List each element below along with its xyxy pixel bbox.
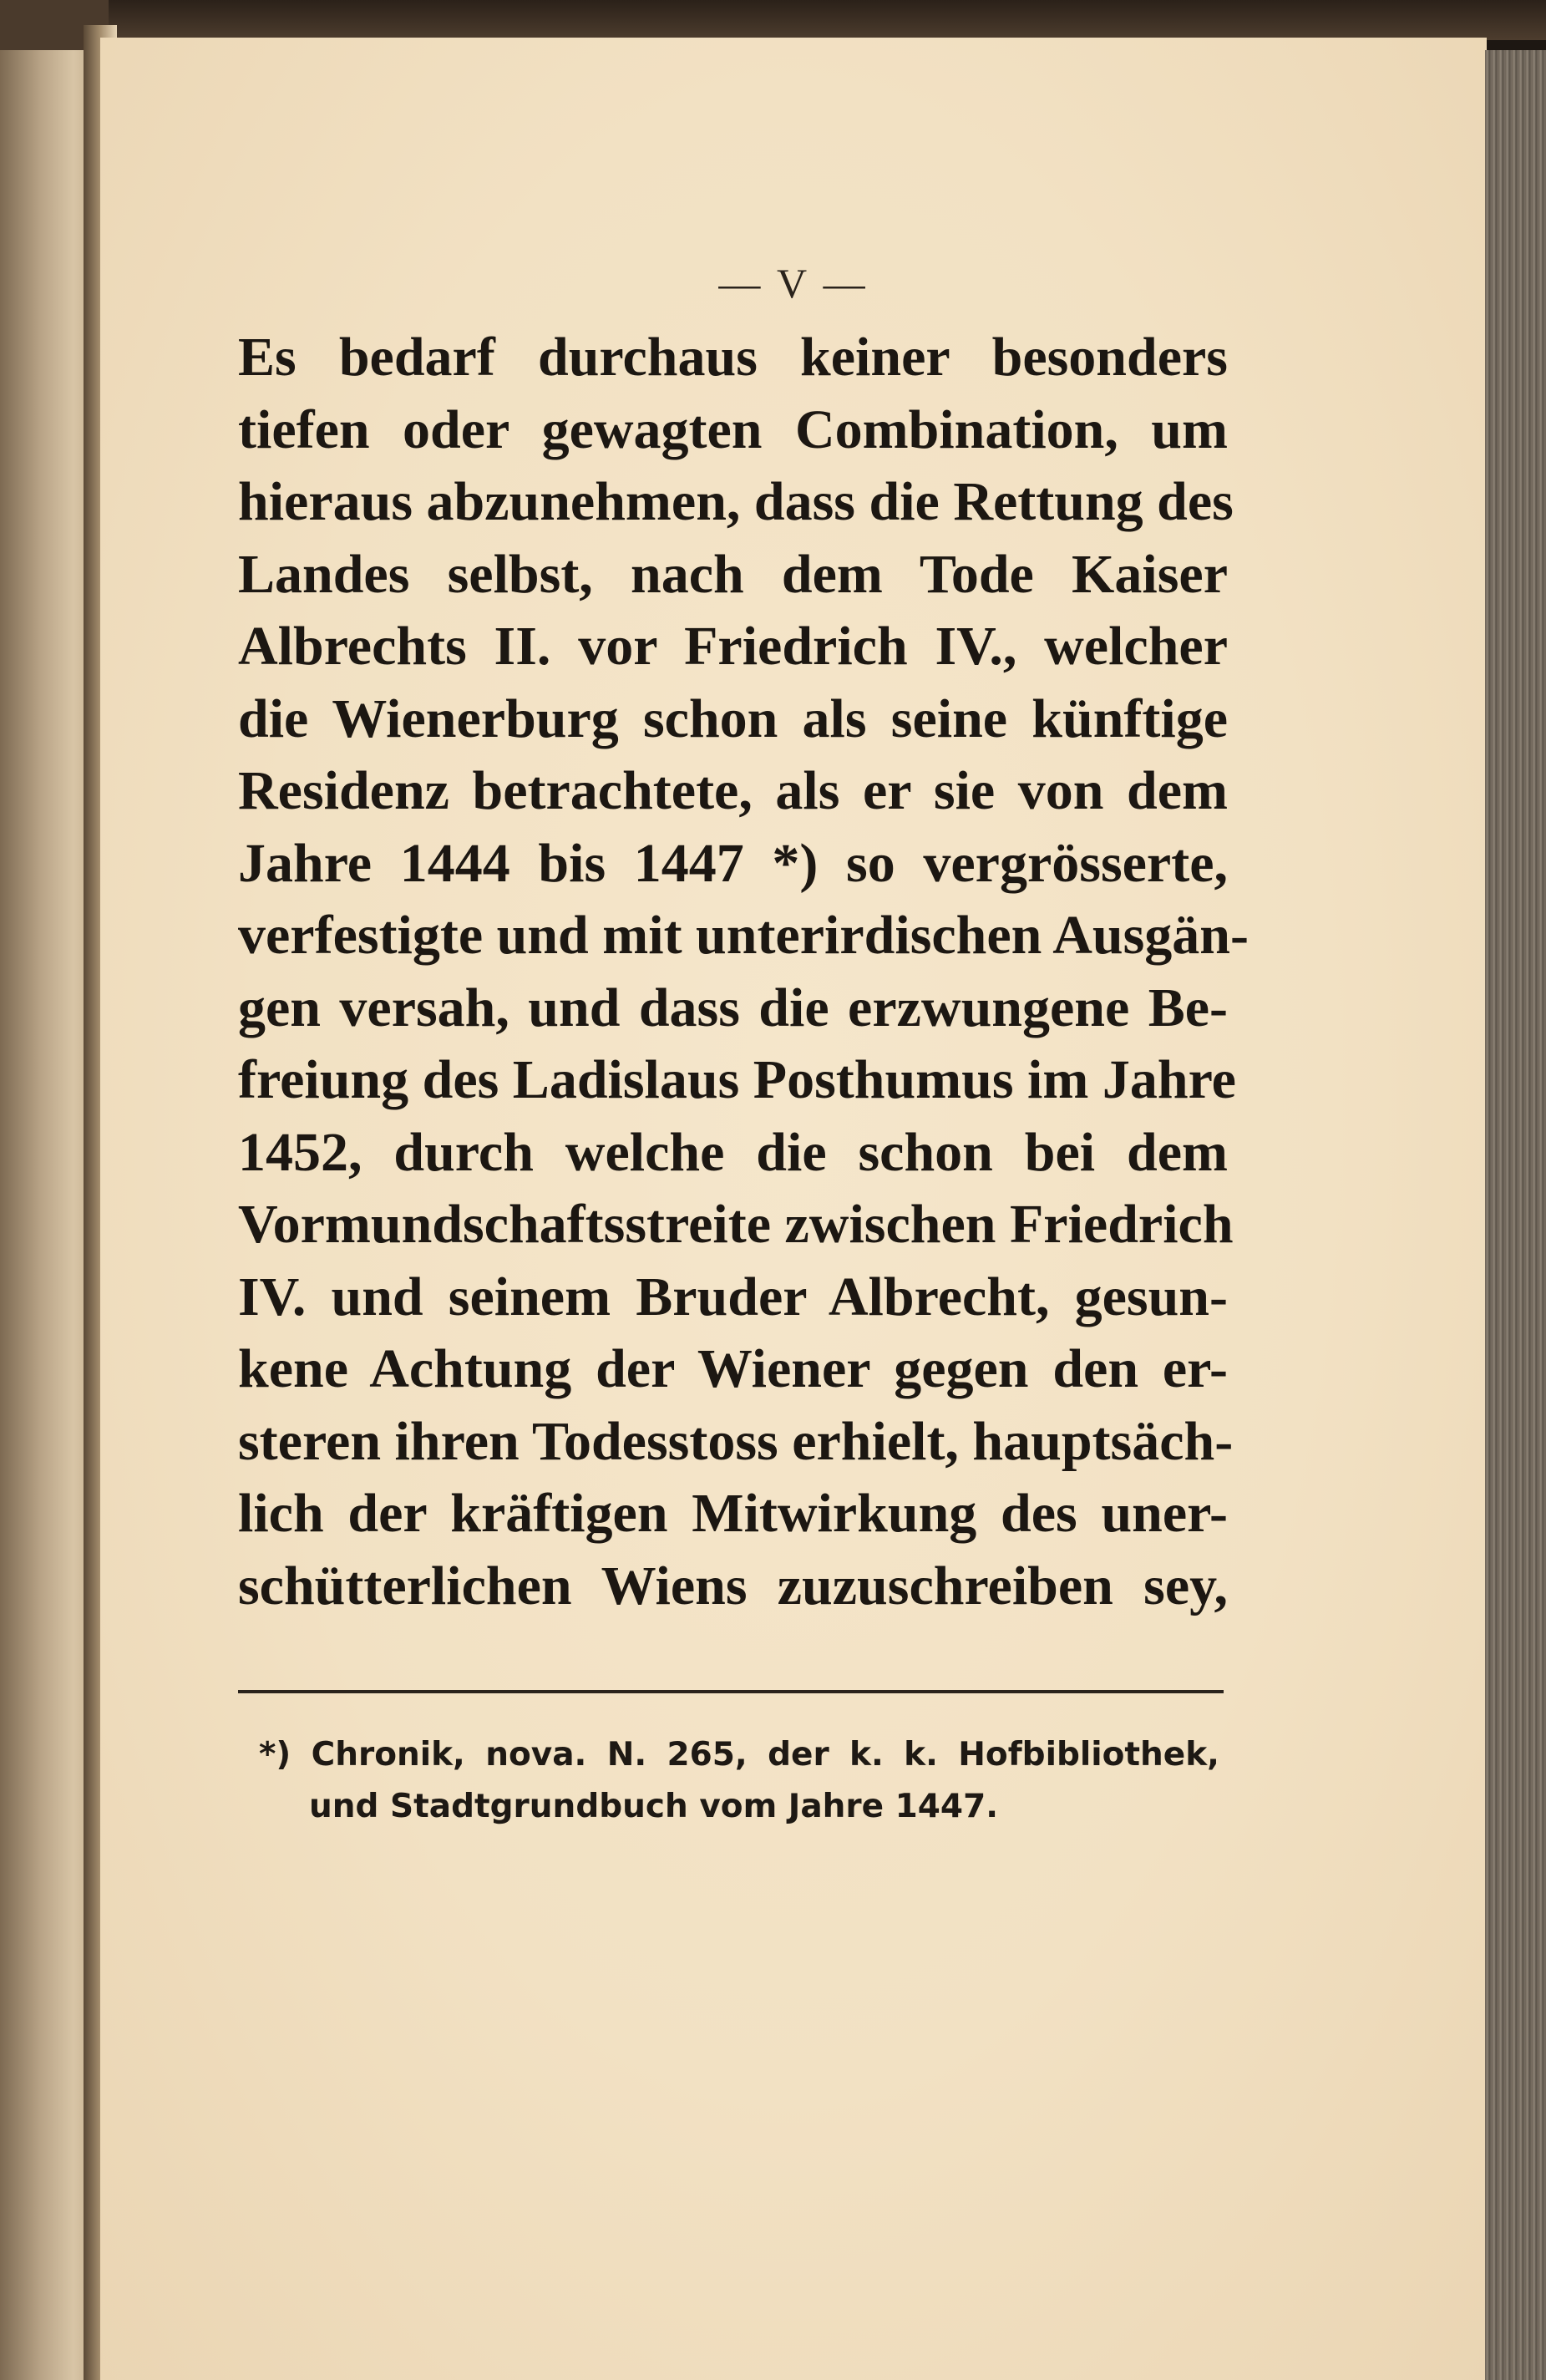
- body-line: hieraus abzunehmen, dass die Rettung des: [238, 471, 1234, 532]
- body-line: steren ihren Todesstoss erhielt, hauptsäch-: [238, 1410, 1234, 1472]
- body-line: verfestigte und mit unterirdischen Ausgän-: [238, 905, 1249, 966]
- facing-page-edge: [0, 33, 92, 2380]
- page-block-edges: [1485, 50, 1546, 2380]
- footnote-rule: [238, 1690, 1224, 1693]
- body-line: Landes selbst, nach dem Tode Kaiser: [238, 543, 1228, 605]
- body-line: Vormundschaftsstreite zwischen Friedrich: [238, 1194, 1234, 1255]
- body-text: [238, 322, 1249, 1622]
- body-line: Es bedarf durchaus keiner besonders: [238, 327, 1228, 388]
- body-line: gen versah, und dass die erzwungene Be-: [238, 977, 1228, 1038]
- body-line: kene Achtung der Wiener gegen den er-: [238, 1338, 1228, 1399]
- body-line: Residenz betrachtete, als er sie von dem: [238, 760, 1228, 821]
- footnote-line: und Stadtgrundbuch vom Jahre 1447.: [309, 1788, 999, 1825]
- body-line: Jahre 1444 bis 1447 *) so vergrösserte,: [238, 832, 1228, 894]
- footnote-line: *) Chronik, nova. N. 265, der k. k. Hofbibliothek,: [259, 1736, 1219, 1774]
- body-line: freiung des Ladislaus Posthumus im Jahre: [238, 1049, 1236, 1110]
- body-line: IV. und seinem Bruder Albrecht, gesun-: [238, 1266, 1228, 1327]
- body-line: die Wienerburg schon als seine künftige: [238, 688, 1228, 749]
- scanner-top-edge: [0, 0, 1546, 40]
- body-line: 1452, durch welche die schon bei dem: [238, 1121, 1228, 1183]
- body-line: tiefen oder gewagten Combination, um: [238, 398, 1228, 460]
- body-line: schütterlichen Wiens zuzuschreiben sey,: [238, 1555, 1228, 1616]
- running-head: — V —: [718, 260, 869, 307]
- body-line: lich der kräftigen Mitwirkung des uner-: [238, 1483, 1228, 1544]
- body-line: Albrechts II. vor Friedrich IV., welcher: [238, 616, 1228, 677]
- footnote: [259, 1729, 1228, 1833]
